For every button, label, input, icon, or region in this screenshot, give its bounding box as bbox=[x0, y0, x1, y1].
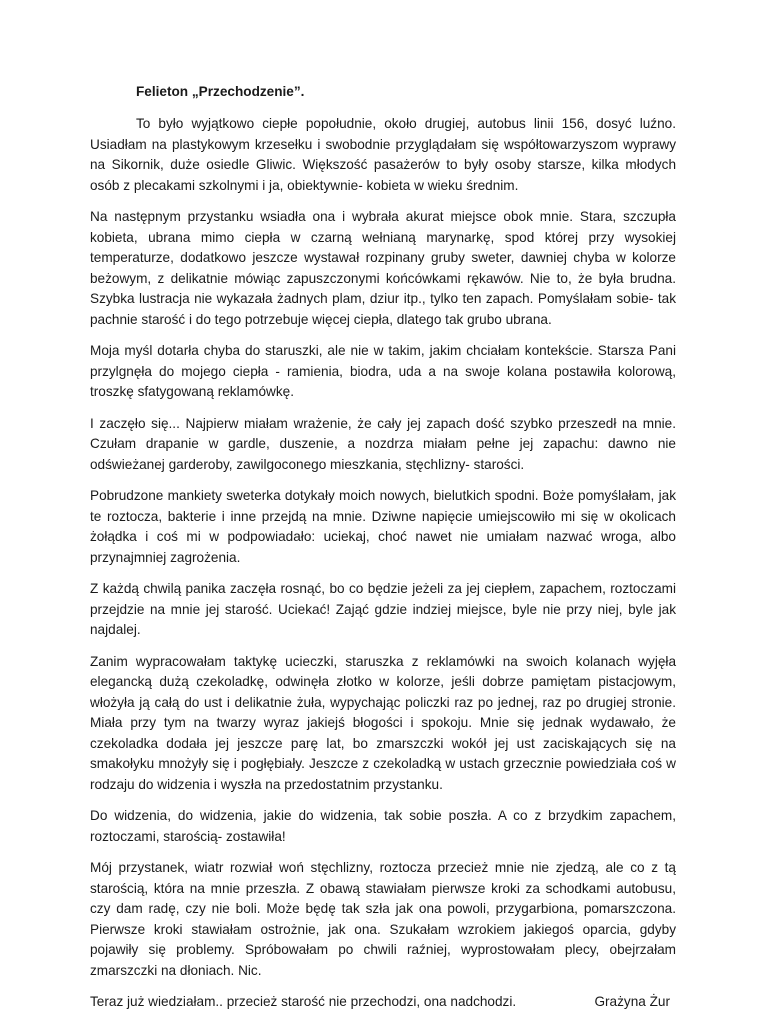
closing-row bbox=[90, 992, 676, 1013]
author-signature: Grażyna Żur bbox=[594, 994, 670, 1009]
paragraph-9: Mój przystanek, wiatr rozwiał woń stęchlizny, roztocza przecież mnie nie zjedzą, ale co z tą starością, która na mnie przeszła. Z obawą stawiałam pierwsze kroki za schodkami autobusu, czy dam radę, czy nie boli. Może będę tak szła jak ona powoli, przygarbiona, pomarszczona. Pierwsze kroki stawiałam ostrożnie, jak ona. Szukałam wzrokiem jakiegoś oparcia, gdyby pojawiły się problemy. Spróbowałam po chwili raźniej, wyprostowałam plecy, obejrzałam zmarszczki na dłoniach. Nic. bbox=[90, 860, 676, 978]
paragraph-3: Moja myśl dotarła chyba do staruszki, ale nie w takim, jakim chciałam kontekście. Starsza Pani przylgnęła do mojego ciepła - ramienia, biodra, uda a na swoje kolana postawiła kolorową, troszkę sfatygowaną reklamówkę. bbox=[90, 343, 676, 399]
paragraph-4: I zaczęło się... Najpierw miałam wrażenie, że cały jej zapach dość szybko przeszedł na mnie. Czułam drapanie w gardle, duszenie, a nozdrza miałam pełne jej zapachu: dawno nie odświeżanej garderoby, zawilgoconego mieszkania, stęchlizny- starości. bbox=[90, 415, 676, 472]
paragraph-5: Pobrudzone mankiety sweterka dotykały moich nowych, bielutkich spodni. Boże pomyślałam, jak te roztocza, bakterie i inne przejdą na mnie. Dziwne napięcie umiejscowiło mi się w okolicach żołądka i coś mi w podpowiadało: uciekaj, choć nawet nie umiałam nazwać wroga, albo przynajmniej zagrożenia. bbox=[90, 488, 676, 565]
paragraph-2: Na następnym przystanku wsiadła ona i wybrała akurat miejsce obok mnie. Stara, szczupła kobieta, ubrana mimo ciepła w czarną wełnianą marynarkę, spod której przy wysokiej temperaturze, dodatkowo jeszcze wystawał rozpinany gruby sweter, dawniej chyba w kolorze beżowym, z delikatnie mówiąc zapuszczonymi końcówkami rękawów. Nie to, że była brudna. Szybka lustracja nie wykazała żadnych plam, dziur itp., tylko ten zapach. Pomyślałam sobie- tak pachnie starość i do tego potrzebuje więcej ciepła, dlatego tak grubo ubrana. bbox=[90, 209, 676, 327]
paragraph-1: To było wyjątkowo ciepłe popołudnie, około drugiej, autobus linii 156, dosyć luźno. Usiadłam na plastykowym krzesełku i swobodnie przyglądałam się współtowarzyszom wyprawy na Sikornik, duże osiedle Gliwic. Większość pasażerów to były osoby starsze, kilka młodych osób z plecakami szkolnymi i ja, obiektywnie- kobieta w wieku średnim. bbox=[90, 116, 676, 193]
closing-sentence: Teraz już wiedziałam.. przecież starość nie przechodzi, ona nadchodzi. bbox=[90, 994, 517, 1009]
document-title: Felieton „Przechodzenie”. bbox=[136, 84, 305, 99]
paragraph-7: Zanim wypracowałam taktykę ucieczki, staruszka z reklamówki na swoich kolanach wyjęła elegancką dużą czekoladkę, odwinęła złotko w kolorze, jeśli dobrze pamiętam pistacjowym, włożyła ją całą do ust i delikatnie żuła, wypychając policzki raz po jednej, raz po drugiej stronie. Miała przy tym na twarzy wyraz jakiejś błogości i spokoju. Mnie się jednak wydawało, że czekoladka dodała jej jeszcze parę lat, bo zmarszczki wokół jej ust zaciskających się na smakołyku mnożyły się i pogłębiały. Jeszcze z czekoladką w ustach grzecznie powiedziała coś w rodzaju do widzenia i wyszła na przedostatnim przystanku. bbox=[90, 653, 676, 792]
paragraph-6: Z każdą chwilą panika zaczęła rosnąć, bo co będzie jeżeli za jej ciepłem, zapachem, roztoczami przejdzie na mnie jej starość. Uciekać! Zająć gdzie indziej miejsce, byle nie przy niej, byle jak najdalej. bbox=[90, 581, 676, 637]
paragraph-8: Do widzenia, do widzenia, jakie do widzenia, tak sobie poszła. A co z brzydkim zapachem, roztoczami, starością- zostawiła! bbox=[90, 808, 676, 844]
